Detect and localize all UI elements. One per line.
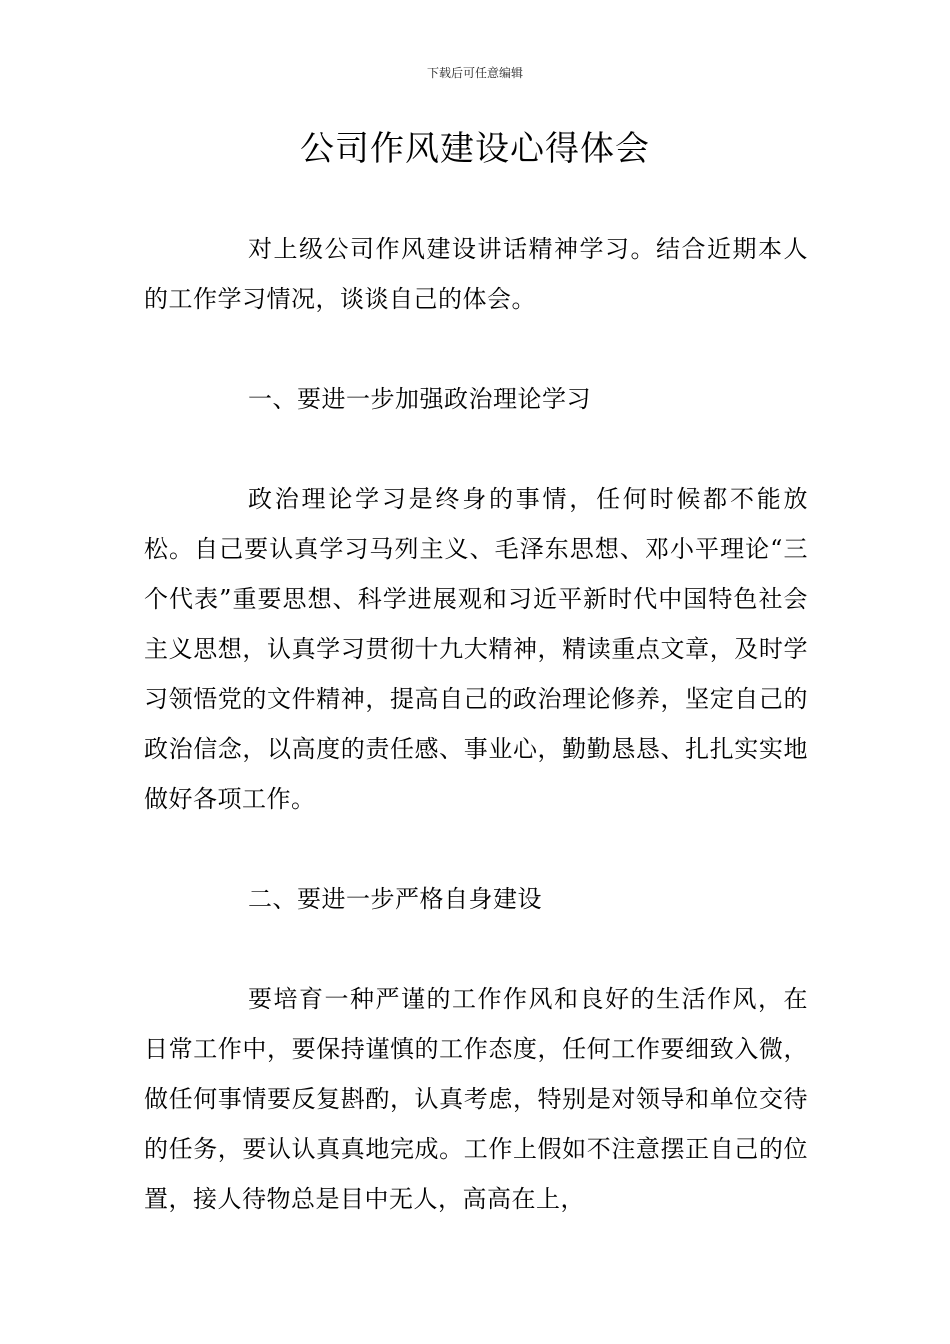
header-note: 下载后可任意编辑 bbox=[426, 66, 523, 80]
paragraph-section-2: 要培育一种严谨的工作作风和良好的生活作风，在日常工作中，要保持谨慎的工作态度，任何工作要细致入微，做任何事情要反复斟酌，认真考虑，特别是对领导和单位交待的任务，要认认真真地完成。工作上假如不注意摆正自己的位置，接人待物总是目中无人，高高在上， bbox=[144, 985, 808, 1213]
paragraph-section-1: 政治理论学习是终身的事情，任何时候都不能放松。自己要认真学习马列主义、毛泽东思想、邓小平理论“三个代表”重要思想、科学进展观和习近平新时代中国特色社会主义思想，认真学习贯彻十九大精神，精读重点文章，及时学习领悟党的文件精神，提高自己的政治理论修养，坚定自己的政治信念，以高度的责任感、事业心，勤勤恳恳、扎扎实实地做好各项工作。 bbox=[144, 485, 808, 813]
document-body bbox=[144, 224, 808, 1224]
paragraph-intro: 对上级公司作风建设讲话精神学习。结合近期本人的工作学习情况，谈谈自己的体会。 bbox=[144, 235, 808, 313]
paragraph-gap bbox=[144, 324, 808, 374]
paragraph-gap bbox=[144, 824, 808, 874]
paragraph-gap bbox=[144, 424, 808, 474]
paragraph-gap bbox=[144, 924, 808, 974]
section-heading-2: 二、要进一步严格自身建设 bbox=[248, 885, 542, 913]
document-title: 公司作风建设心得体会 bbox=[300, 129, 650, 169]
section-heading-1: 一、要进一步加强政治理论学习 bbox=[248, 385, 591, 413]
